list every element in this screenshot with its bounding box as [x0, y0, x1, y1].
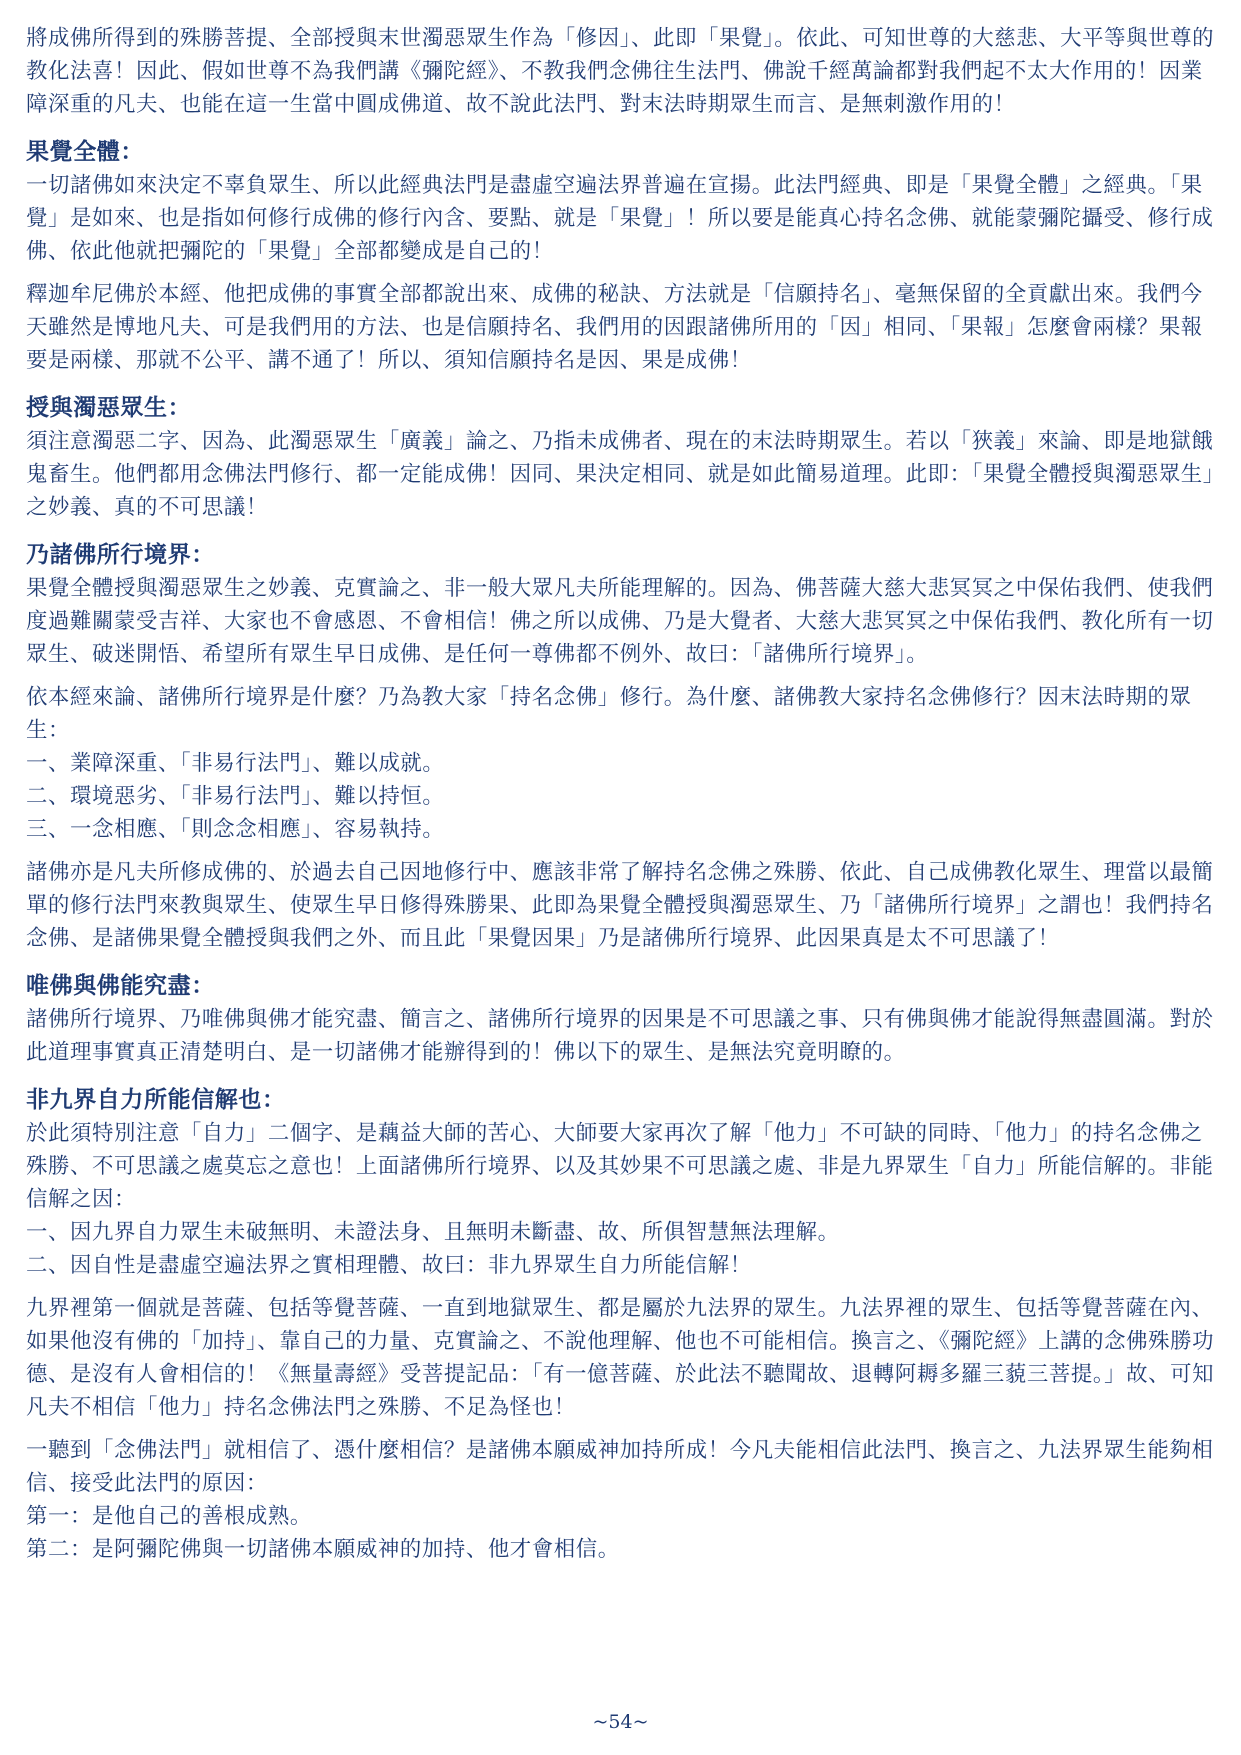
- list-item: [26, 1533, 1218, 1566]
- body-paragraph: 九界裡第一個就是菩薩、包括等覺菩薩、一直到地獄眾生、都是屬於九法界的眾生。九法界裡的眾生、包括等覺菩薩在內、如果他沒有佛的「加持」、靠自己的力量、克實論之、不說他理解、他也不可能相信。換言之、《彌陀經》上講的念佛殊勝功德、是沒有人會相信的！《無量壽經》受菩提記品：「有一億菩薩、於此法不聽聞故、退轉阿耨多羅三藐三菩提。」故、可知凡夫不相信「他力」持名念佛法門之殊勝、不足為怪也！: [26, 1296, 1215, 1420]
- body-paragraph: 諸佛亦是凡夫所修成佛的、於過去自己因地修行中、應該非常了解持名念佛之殊勝、依此、自己成佛教化眾生、理當以最簡單的修行法門來教與眾生、使眾生早日修得殊勝果、此即為果覺全體授與濁惡眾生、乃「諸佛所行境界」之謂也！我們持名念佛、是諸佛果覺全體授與我們之外、而且此「果覺因果」乃是諸佛所行境界、此因果真是太不可思議了！: [26, 860, 1214, 951]
- list-number: 第一：: [26, 1504, 92, 1529]
- numbered-list: [26, 681, 1218, 846]
- list-item: [26, 780, 1218, 813]
- body-paragraph: 一切諸佛如來決定不辜負眾生、所以此經典法門是盡虛空遍法界普遍在宣揚。此法門經典、即是「果覺全體」之經典。「果覺」是如來、也是指如何修行成佛的修行內含、要點、就是「果覺」！所以要是能真心持名念佛、就能蒙彌陀攝受、修行成佛、依此他就把彌陀的「果覺」全部都變成是自己的！: [26, 173, 1214, 264]
- list-intro: 依本經來論、諸佛所行境界是什麼？乃為教大家「持名念佛」修行。為什麼、諸佛教大家持名念佛修行？因末法時期的眾生：: [26, 685, 1192, 743]
- list-number: 二、: [26, 784, 70, 809]
- list-item: [26, 1500, 1218, 1533]
- list-number: 一、: [26, 751, 70, 776]
- section-heading: 唯佛與佛能究盡：: [26, 973, 215, 999]
- list-item: [26, 747, 1218, 780]
- body-paragraph: 諸佛所行境界、乃唯佛與佛才能究盡、簡言之、諸佛所行境界的因果是不可思議之事、只有佛與佛才能說得無盡圓滿。對於此道理事實真正清楚明白、是一切諸佛才能辦得到的！佛以下的眾生、是無法究竟明瞭的。: [26, 1007, 1214, 1065]
- list-number: 三、: [26, 817, 70, 842]
- body-paragraph: 須注意濁惡二字、因為、此濁惡眾生「廣義」論之、乃指未成佛者、現在的末法時期眾生。若以「狹義」來論、即是地獄餓鬼畜生。他們都用念佛法門修行、都一定能成佛！因同、果決定相同、就是如此簡易道理。此即：「果覺全體授與濁惡眾生」之妙義、真的不可思議！: [26, 429, 1215, 520]
- list-number: 一、: [26, 1220, 70, 1245]
- list-text: 是他自己的善根成熟。: [91, 1504, 312, 1529]
- list-text: 環境惡劣、「非易行法門」、難以持恒。: [69, 784, 445, 809]
- body-paragraph: 果覺全體授與濁惡眾生之妙義、克實論之、非一般大眾凡夫所能理解的。因為、佛菩薩大慈大悲冥冥之中保佑我們、使我們度過難關蒙受吉祥、大家也不會感恩、不會相信！佛之所以成佛、乃是大覺者、大慈大悲冥冥之中保佑我們、教化所有一切眾生、破迷開悟、希望所有眾生早日成佛、是任何一尊佛都不例外、故曰：「諸佛所行境界」。: [26, 576, 1214, 667]
- list-text: 一念相應、「則念念相應」、容易執持。: [69, 817, 445, 842]
- list-text: 業障深重、「非易行法門」、難以成就。: [69, 751, 445, 776]
- list-item: [26, 1249, 1218, 1282]
- section-heading: 非九界自力所能信解也：: [26, 1087, 286, 1113]
- intro-paragraph: 將成佛所得到的殊勝菩提、全部授與末世濁惡眾生作為「修因」、此即「果覺」。依此、可知世尊的大慈悲、大平等與世尊的教化法喜！因此、假如世尊不為我們講《彌陀經》、不教我們念佛往生法門、佛說千經萬論都對我們起不太大作用的！因業障深重的凡夫、也能在這一生當中圓成佛道、故不說此法門、對末法時期眾生而言、是無刺激作用的！: [26, 26, 1215, 117]
- list-text: 因九界自力眾生未破無明、未證法身、且無明未斷盡、故、所俱智慧無法理解。: [69, 1220, 840, 1245]
- section-heading: 乃諸佛所行境界：: [26, 542, 215, 568]
- section-heading: 授與濁惡眾生：: [26, 395, 192, 421]
- list-number: 第二：: [26, 1537, 92, 1562]
- section-heading: 果覺全體：: [26, 139, 144, 165]
- numbered-list: [26, 1117, 1218, 1282]
- list-item: [26, 1216, 1218, 1249]
- list-item: [26, 813, 1218, 846]
- page-body: [26, 22, 1218, 1576]
- list-text: 是阿彌陀佛與一切諸佛本願威神的加持、他才會相信。: [91, 1537, 620, 1562]
- page-number: ~54~: [592, 1711, 649, 1733]
- numbered-list: [26, 1434, 1218, 1566]
- body-paragraph: 於此須特別注意「自力」二個字、是藕益大師的苦心、大師要大家再次了解「他力」不可缺的同時、「他力」的持名念佛之殊勝、不可思議之處莫忘之意也！上面諸佛所行境界、以及其妙果不可思議之處、非是九界眾生「自力」所能信解的。非能信解之因：: [26, 1121, 1214, 1212]
- body-paragraph: 釋迦牟尼佛於本經、他把成佛的事實全部都說出來、成佛的秘訣、方法就是「信願持名」、毫無保留的全貢獻出來。我們今天雖然是博地凡夫、可是我們用的方法、也是信願持名、我們用的因跟諸佛所用的「因」相同、「果報」怎麼會兩樣？果報要是兩樣、那就不公平、講不通了！所以、須知信願持名是因、果是成佛！: [26, 282, 1203, 373]
- closing-paragraph: 一聽到「念佛法門」就相信了、憑什麼相信？是諸佛本願威神加持所成！今凡夫能相信此法門、換言之、九法界眾生能夠相信、接受此法門的原因：: [26, 1438, 1214, 1496]
- list-number: 二、: [26, 1253, 70, 1278]
- list-text: 因自性是盡虛空遍法界之實相理體、故曰：非九界眾生自力所能信解！: [69, 1253, 752, 1278]
